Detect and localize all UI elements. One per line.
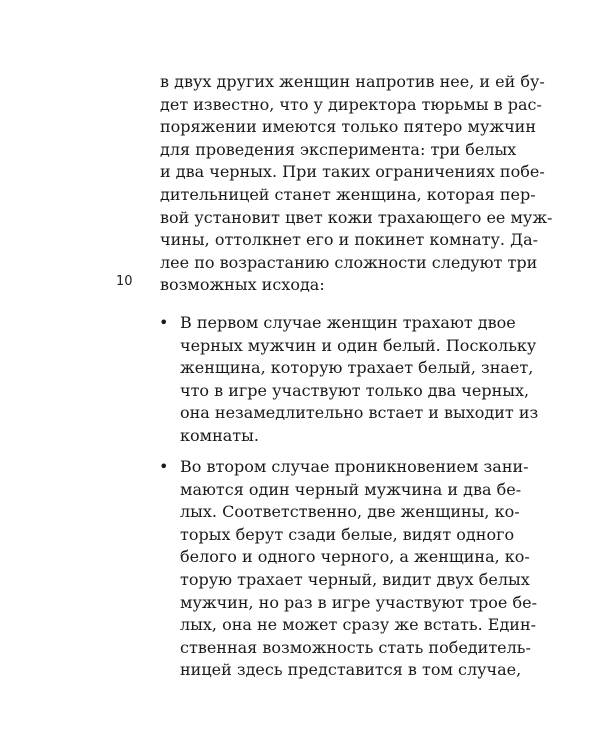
text-line: дет известно, что у директора тюрьмы в рас- bbox=[160, 94, 542, 114]
bullet-item-first-case bbox=[159, 312, 539, 448]
text-line: женщина, которую трахает белый, знает, bbox=[180, 358, 534, 378]
text-line: возможных исхода: bbox=[160, 275, 325, 295]
text-line: черных мужчин и один белый. Поскольку bbox=[180, 335, 537, 355]
bullet-icon: • bbox=[159, 457, 169, 476]
text-line: торых берут сзади белые, видят одного bbox=[180, 524, 515, 544]
text-line: поряжении имеются только пятеро мужчин bbox=[160, 117, 536, 137]
text-line: дительницей станет женщина, которая пер- bbox=[160, 184, 536, 204]
text-line: лых. Соответственно, две женщины, ко- bbox=[180, 502, 520, 522]
text-line: вой установит цвет кожи трахающего ее муж- bbox=[160, 207, 553, 227]
text-line: торую трахает черный, видит двух белых bbox=[180, 569, 530, 589]
text-line: комнаты. bbox=[180, 425, 259, 445]
text-line: и два черных. При таких ограничениях побе- bbox=[160, 162, 545, 182]
text-line: белого и одного черного, а женщина, ко- bbox=[180, 547, 530, 567]
text-line: Во втором случае проникновением зани- bbox=[180, 457, 529, 476]
text-line: лых, она не может сразу же встать. Един- bbox=[180, 615, 537, 635]
text-line: мужчин, но раз в игре участвуют трое бе- bbox=[180, 592, 537, 612]
text-line: В первом случае женщин трахают двое bbox=[180, 313, 516, 332]
text-line: для проведения эксперимента: три белых bbox=[160, 139, 517, 159]
text-line: чины, оттолкнет его и покинет комнату. Да- bbox=[160, 230, 539, 250]
bullet-item-second-case bbox=[159, 456, 537, 682]
text-line: она незамедлительно встает и выходит из bbox=[180, 403, 539, 423]
text-line: что в игре участвуют только два черных, bbox=[180, 380, 530, 400]
intro-paragraph bbox=[160, 71, 553, 297]
text-line: лее по возрастанию сложности следуют три bbox=[160, 252, 538, 272]
text-line: в двух других женщин напротив нее, и ей бу- bbox=[160, 72, 545, 91]
text-line: маются один черный мужчина и два бе- bbox=[180, 479, 522, 499]
text-line: ницей здесь представится в том случае, bbox=[180, 660, 522, 680]
line-number: 10 bbox=[116, 274, 133, 289]
bullet-icon: • bbox=[159, 313, 169, 332]
text-line: ственная возможность стать победитель- bbox=[180, 637, 531, 657]
